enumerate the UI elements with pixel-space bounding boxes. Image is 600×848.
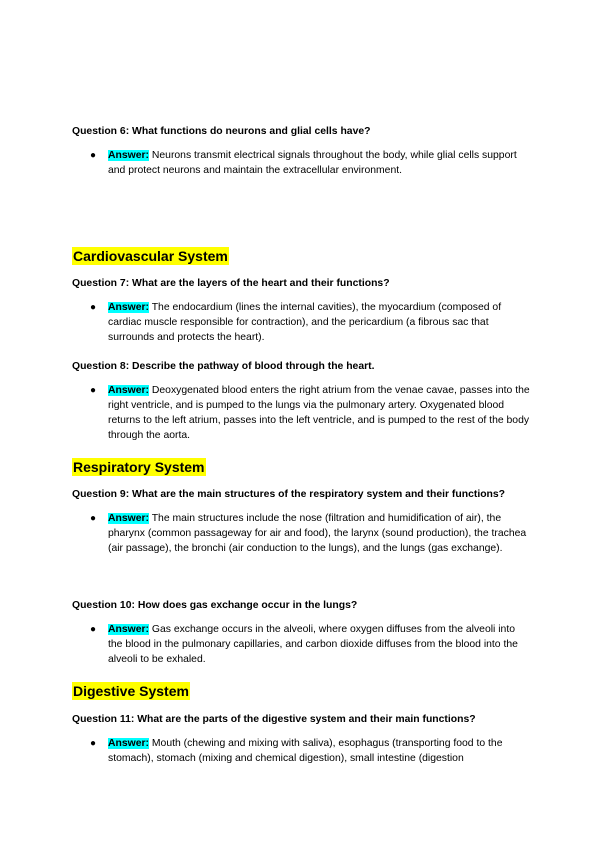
answer-label: Answer:	[108, 302, 149, 313]
answer-text: Mouth (chewing and mixing with saliva), esophagus (transporting food to the stomach), stomach (mixing and chemical digestion), small intestine (digestion	[108, 738, 503, 764]
bullet-icon: ●	[90, 738, 97, 749]
answer-8	[72, 383, 532, 443]
answer-list-7	[72, 300, 532, 345]
answer-text: Neurons transmit electrical signals throughout the body, while glial cells support and protect neurons and maintain the extracellular environment.	[108, 150, 517, 176]
answer-list-11	[72, 736, 532, 766]
bullet-icon: ●	[90, 513, 97, 524]
answer-7	[72, 300, 532, 345]
answer-label: Answer:	[108, 385, 149, 396]
bullet-icon: ●	[90, 624, 97, 635]
answer-text: Gas exchange occurs in the alveoli, where oxygen diffuses from the alveoli into the blood in the pulmonary capillaries, and carbon dioxide diffuses from the blood into the alveoli to be exhaled.	[108, 624, 518, 665]
answer-label: Answer:	[108, 513, 149, 524]
question-11: Question 11: What are the parts of the digestive system and their main functions?	[72, 714, 476, 725]
question-block-9	[72, 487, 532, 556]
section-digestive	[72, 682, 532, 701]
answer-list-8	[72, 383, 532, 443]
question-6: Question 6: What functions do neurons and glial cells have?	[72, 126, 371, 137]
answer-text: The main structures include the nose (filtration and humidification of air), the pharynx (common passageway for air and food), the larynx (sound production), the trachea (air passage), the bronchi (air conduction to the lungs), and the lungs (gas exchange).	[108, 513, 527, 554]
answer-11	[72, 736, 532, 766]
section-cardiovascular	[72, 247, 532, 266]
answer-label: Answer:	[108, 150, 149, 161]
question-block-7	[72, 276, 532, 345]
answer-6	[72, 148, 532, 178]
question-8: Question 8: Describe the pathway of blood through the heart.	[72, 361, 375, 372]
answer-text: The endocardium (lines the internal cavities), the myocardium (composed of cardiac muscle responsible for contraction), and the pericardium (a fibrous sac that surrounds and protects the heart).	[108, 302, 502, 343]
answer-10	[72, 622, 532, 667]
answer-label: Answer:	[108, 624, 149, 635]
question-9: Question 9: What are the main structures of the respiratory system and their functions?	[72, 489, 506, 500]
answer-text: Deoxygenated blood enters the right atrium from the venae cavae, passes into the right ventricle, and is pumped to the lungs via the pulmonary artery. Oxygenated blood returns to the left atrium, passes into the left ventricle, and is pumped to the rest of the body through the aorta.	[108, 385, 530, 441]
bullet-icon: ●	[90, 385, 97, 396]
question-10: Question 10: How does gas exchange occur in the lungs?	[72, 600, 358, 611]
question-block-8	[72, 359, 532, 443]
section-heading: Digestive System	[73, 683, 189, 699]
section-heading: Cardiovascular System	[73, 248, 228, 264]
answer-list-10	[72, 622, 532, 667]
question-7: Question 7: What are the layers of the heart and their functions?	[72, 278, 390, 289]
answer-list-6	[72, 148, 532, 178]
bullet-icon: ●	[90, 150, 97, 161]
answer-list-9	[72, 511, 532, 556]
answer-9	[72, 511, 532, 556]
bullet-icon: ●	[90, 302, 97, 313]
section-respiratory	[72, 458, 532, 477]
question-block-6	[72, 124, 532, 178]
answer-label: Answer:	[108, 738, 149, 749]
section-heading: Respiratory System	[73, 459, 205, 475]
question-block-11	[72, 712, 532, 766]
question-block-10	[72, 598, 532, 667]
